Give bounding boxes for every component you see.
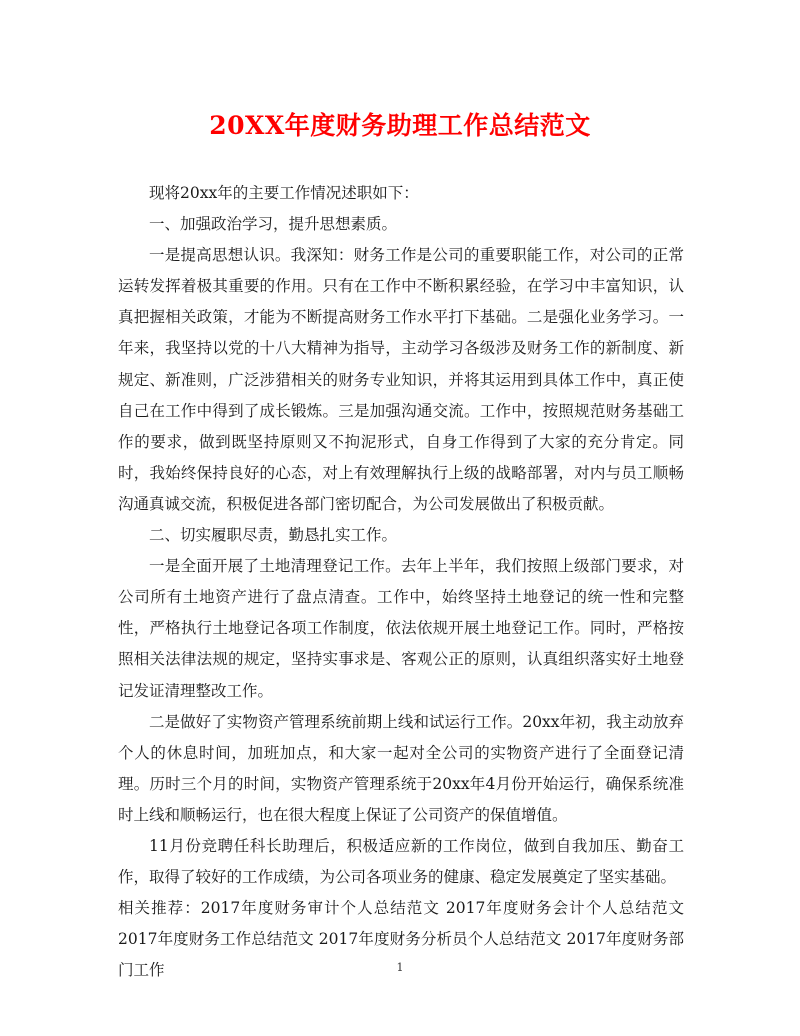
document-body [118, 178, 684, 986]
section-heading-1: 一、加强政治学习，提升思想素质。 [149, 215, 398, 234]
section-heading-2: 二、切实履职尽责，勤恳扎实工作。 [149, 526, 398, 545]
paragraph-political-study: 一是提高思想认识。我深知：财务工作是公司的重要职能工作，对公司的正常运转发挥着极其重要的作用。只有在工作中不断积累经验，在学习中丰富知识，认真把握相关政策，才能为不断提高财务工作水平打下基础。二是强化业务学习。一年来，我坚持以党的十八大精神为指导，主动学习各级涉及财务工作的新制度、新规定、新准则，广泛涉猎相关的财务专业知识，并将其运用到具体工作中，真正使自己在工作中得到了成长锻炼。三是加强沟通交流。工作中，按照规范财务基础工作的要求，做到既坚持原则又不拘泥形式，自身工作得到了大家的充分肯定。同时，我始终保持良好的心态，对上有效理解执行上级的战略部署，对内与员工顺畅沟通真诚交流，积极促进各部门密切配合，为公司发展做出了积极贡献。 [118, 246, 684, 513]
document-title: 20XX年度财务助理工作总结范文 [209, 111, 591, 140]
related-recommendations: 相关推荐：2017年度财务审计个人总结范文 2017年度财务会计个人总结范文 2017年度财务工作总结范文 2017年度财务分析员个人总结范文 2017年度财务部门工作 [118, 899, 684, 980]
paragraph-new-position: 11月份竞聘任科长助理后，积极适应新的工作岗位，做到自我加压、勤奋工作，取得了较好的工作成绩，为公司各项业务的健康、稳定发展奠定了坚实基础。 [118, 836, 684, 887]
paragraph-land-registration: 一是全面开展了土地清理登记工作。去年上半年，我们按照上级部门要求，对公司所有土地资产进行了盘点清查。工作中，始终坚持土地登记的统一性和完整性，严格执行土地登记各项工作制度，依法依规开展土地登记工作。同时，严格按照相关法律法规的规定，坚持实事求是、客观公正的原则，认真组织落实好土地登记发证清理整改工作。 [118, 557, 684, 700]
paragraph-intro: 现将20xx年的主要工作情况述职如下： [149, 184, 419, 202]
paragraph-asset-system: 二是做好了实物资产管理系统前期上线和试运行工作。20xx年初，我主动放弃个人的休息时间，加班加点，和大家一起对全公司的实物资产进行了全面登记清理。历时三个月的时间，实物资产管理系统于20xx年4月份开始运行，确保系统准时上线和顺畅运行，也在很大程度上保证了公司资产的保值增值。 [118, 712, 684, 824]
page-number: 1 [396, 961, 404, 974]
